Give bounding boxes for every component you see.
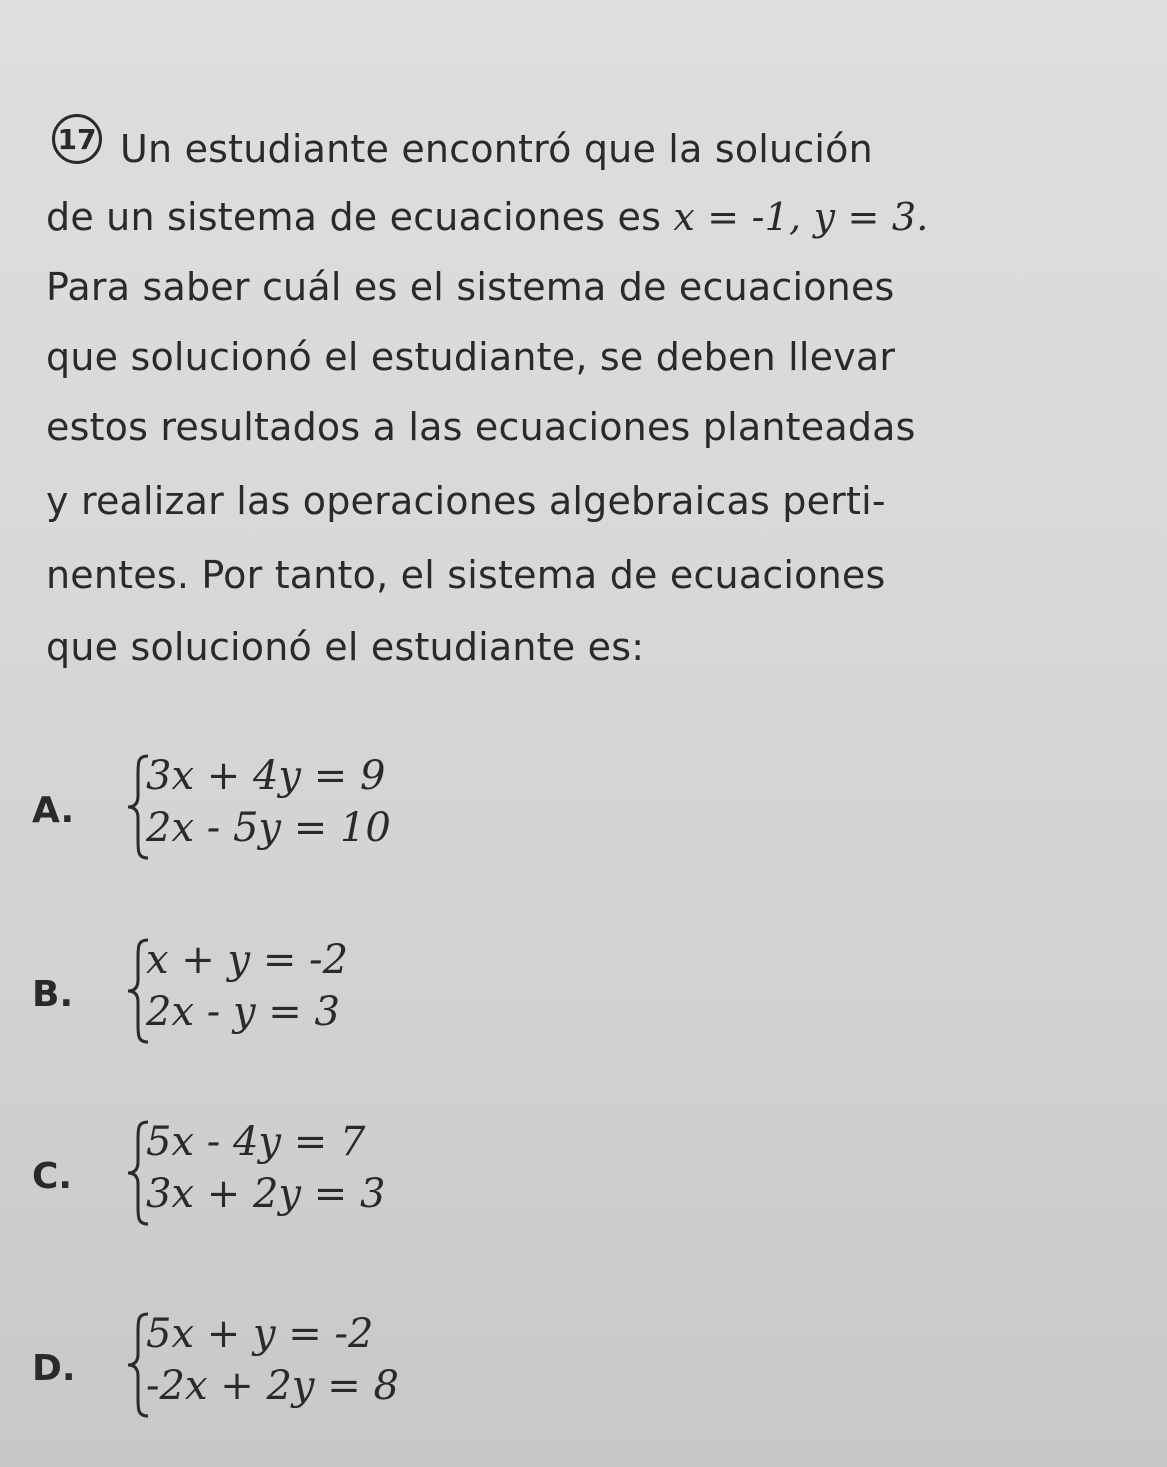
option-letter: A. [32,790,75,831]
question-line-5: estos resultados a las ecuaciones planteadas [46,405,916,449]
question-line-8: que solucionó el estudiante es: [46,625,645,669]
equation-2: 3x + 2y = 3 [146,1171,386,1217]
question-line-2 [46,195,929,239]
equation-1: x + y = -2 [146,937,349,983]
equation-2: -2x + 2y = 8 [146,1363,399,1409]
question-line-2-text: de un sistema de ecuaciones es [46,195,674,239]
option-d[interactable] [30,1300,730,1430]
equation-1: 5x - 4y = 7 [146,1119,366,1165]
question-line-3: Para saber cuál es el sistema de ecuaciones [46,265,895,309]
equation-1: 3x + 4y = 9 [146,753,386,799]
question-line-6: y realizar las operaciones algebraicas perti- [46,479,886,523]
option-letter: D. [32,1348,76,1389]
option-letter: C. [32,1156,73,1197]
question-number-badge [52,114,102,164]
equation-1: 5x + y = -2 [146,1311,374,1357]
option-letter: B. [32,974,74,1015]
question-line-7: nentes. Por tanto, el sistema de ecuaciones [46,553,886,597]
equation-2: 2x - y = 3 [146,989,340,1035]
option-b[interactable] [30,926,730,1056]
option-a[interactable] [30,742,730,872]
question-number: 17 [57,122,97,156]
question-line-4: que solucionó el estudiante, se deben llevar [46,335,896,379]
solution-math: x = -1, y = 3. [673,195,929,239]
equation-2: 2x - 5y = 10 [146,805,391,851]
question-line-1: Un estudiante encontró que la solución [120,127,873,171]
option-c[interactable] [30,1108,730,1238]
